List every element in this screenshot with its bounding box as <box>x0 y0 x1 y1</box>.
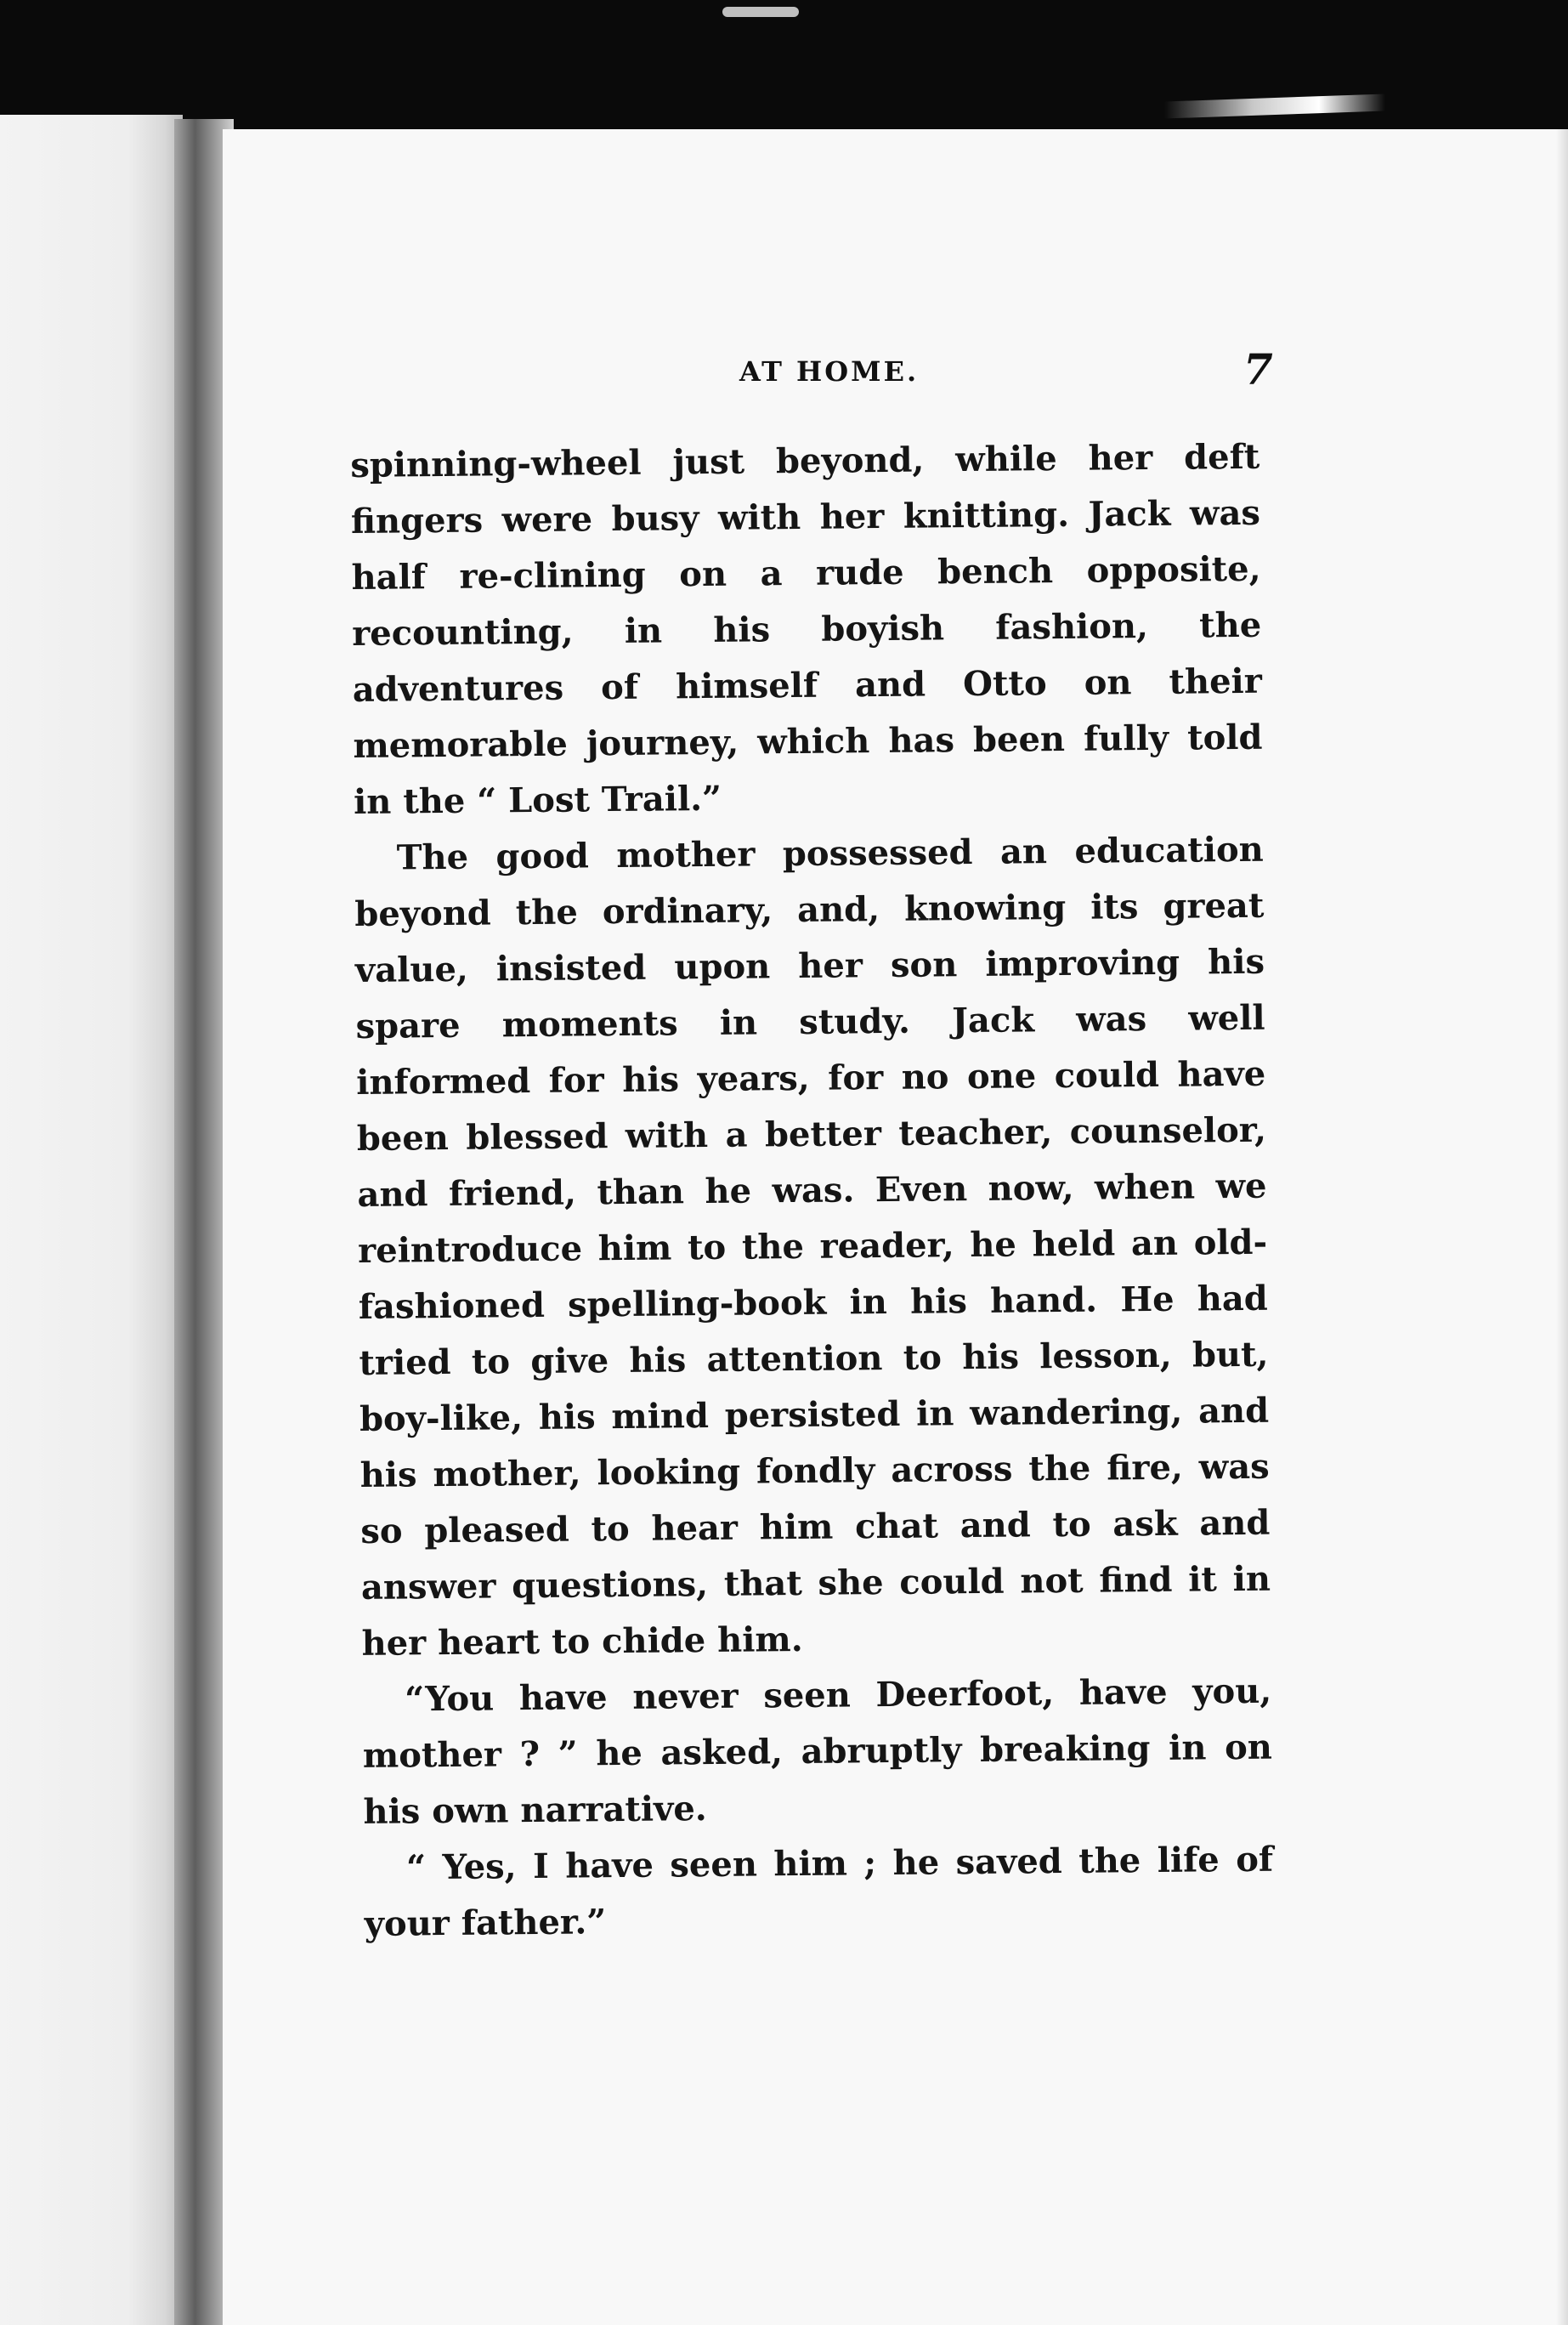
facing-page <box>0 115 183 2325</box>
running-head: AT HOME. <box>739 355 920 388</box>
paragraph: “ Yes, I have seen him ; he saved the life of your father.” <box>364 1839 1274 1944</box>
paragraph: spinning-wheel just beyond, while her deft fingers were busy with her knitting. Jack was half re-clining on a rude bench opposite, recounting, in his boyish fashion, the adventures of himself and Otto on their memorable journey, which has been fully told in the “ Lost Trail.” <box>350 436 1263 822</box>
paragraph: “You have never seen Deerfoot, have you, mother ? ” he asked, abruptly breaking in on his own narrative. <box>362 1670 1273 1832</box>
scan-artifact <box>722 7 799 17</box>
page-edge <box>1556 129 1568 2325</box>
paragraph: The good mother possessed an education beyond the ordinary, and, knowing its great value, insisted upon her son improving his spare moments in study. Jack was well informed for his years, for no one could have been blessed with a better teacher, counselor, and friend, than he was. Even now, when we reintroduce him to the reader, he held an old-fashioned spelling-book in his hand. He had tried to give his attention to his lesson, but, boy-like, his mind persisted in wandering, and his mother, looking fondly across the fire, was so pleased to hear him chat and to ask and answer questions, that she could not find it in her heart to chide him. <box>354 829 1271 1664</box>
scan-artifact <box>1164 94 1385 118</box>
body-text <box>350 429 1274 1953</box>
page-number: 7 <box>1243 344 1273 394</box>
